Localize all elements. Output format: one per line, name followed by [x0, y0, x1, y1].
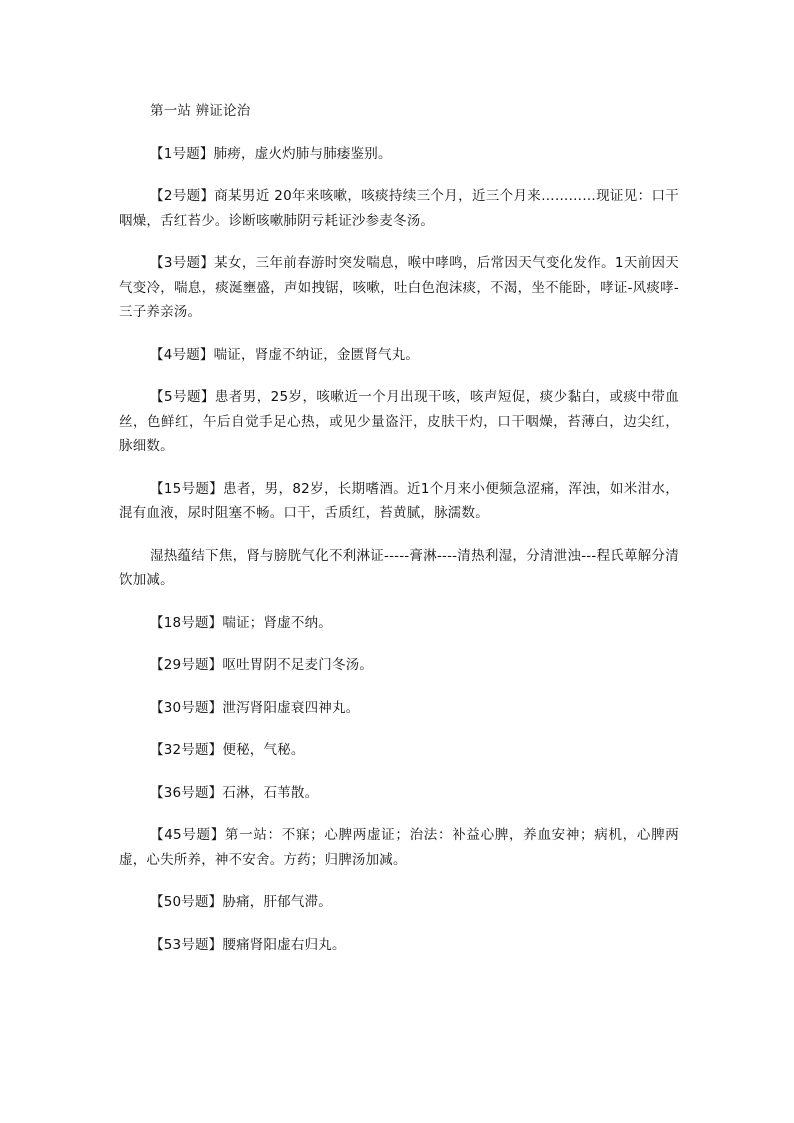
question-53: 【53号题】腰痛肾阳虚右归丸。 [150, 936, 346, 953]
question-30: 【30号题】泄泻肾阳虚衰四神丸。 [150, 699, 360, 716]
question-32: 【32号题】便秘，气秘。 [150, 742, 305, 758]
question-5: 【5号题】患者男，25岁，咳嗽近一个月出现干咳，咳声短促，痰少黏白，或痰中带血丝，色鲜红，午后自觉手足心热，或见少量盗汗，皮肤干灼，口干咽燥，苔薄白，边尖红，脉细数。 [119, 389, 679, 454]
question-4: 【4号题】喘证，肾虚不纳证，金匮肾气丸。 [150, 346, 420, 363]
document-body [119, 99, 679, 975]
question-2: 【2号题】商某男近 20年来咳嗽，咳痰持续三个月，近三个月来…………现证见：口干咽燥，舌红苔少。诊断咳嗽肺阴亏耗证沙参麦冬汤。 [119, 188, 679, 229]
question-3: 【3号题】某女，三年前春游时突发喘息，喉中哮鸣，后常因天气变化发作。1天前因天气变冷，喘息，痰涎壅盛，声如拽锯，咳嗽，吐白色泡沫痰，不渴，坐不能卧，哮证-风痰哮-三子养亲汤。 [119, 255, 679, 320]
question-15: 【15号题】患者，男，82岁，长期嗜酒。近1个月来小便频急涩痛，浑浊，如米泔水，混有血液，尿时阻塞不畅。口干，舌质红，苔黄腻，脉濡数。 [119, 480, 679, 521]
question-50: 【50号题】胁痛，肝郁气滞。 [150, 894, 332, 910]
question-36: 【36号题】石淋，石苇散。 [150, 784, 319, 801]
question-15-answer: 湿热蕴结下焦，肾与膀胱气化不利淋证-----膏淋----清热利湿，分清泄浊---程氏萆解分清饮加减。 [119, 547, 679, 588]
question-18: 【18号题】喘证；肾虚不纳。 [150, 614, 332, 631]
section-heading: 第一站 辨证论治 [150, 103, 251, 119]
question-45: 【45号题】第一站：不寐；心脾两虚证；治法：补益心脾，养血安神；病机，心脾两虚，心失所养，神不安舍。方药；归脾汤加减。 [119, 827, 679, 868]
question-29: 【29号题】呕吐胃阴不足麦门冬汤。 [150, 657, 374, 673]
question-1: 【1号题】肺痨，虚火灼肺与肺痿鉴别。 [150, 145, 392, 162]
